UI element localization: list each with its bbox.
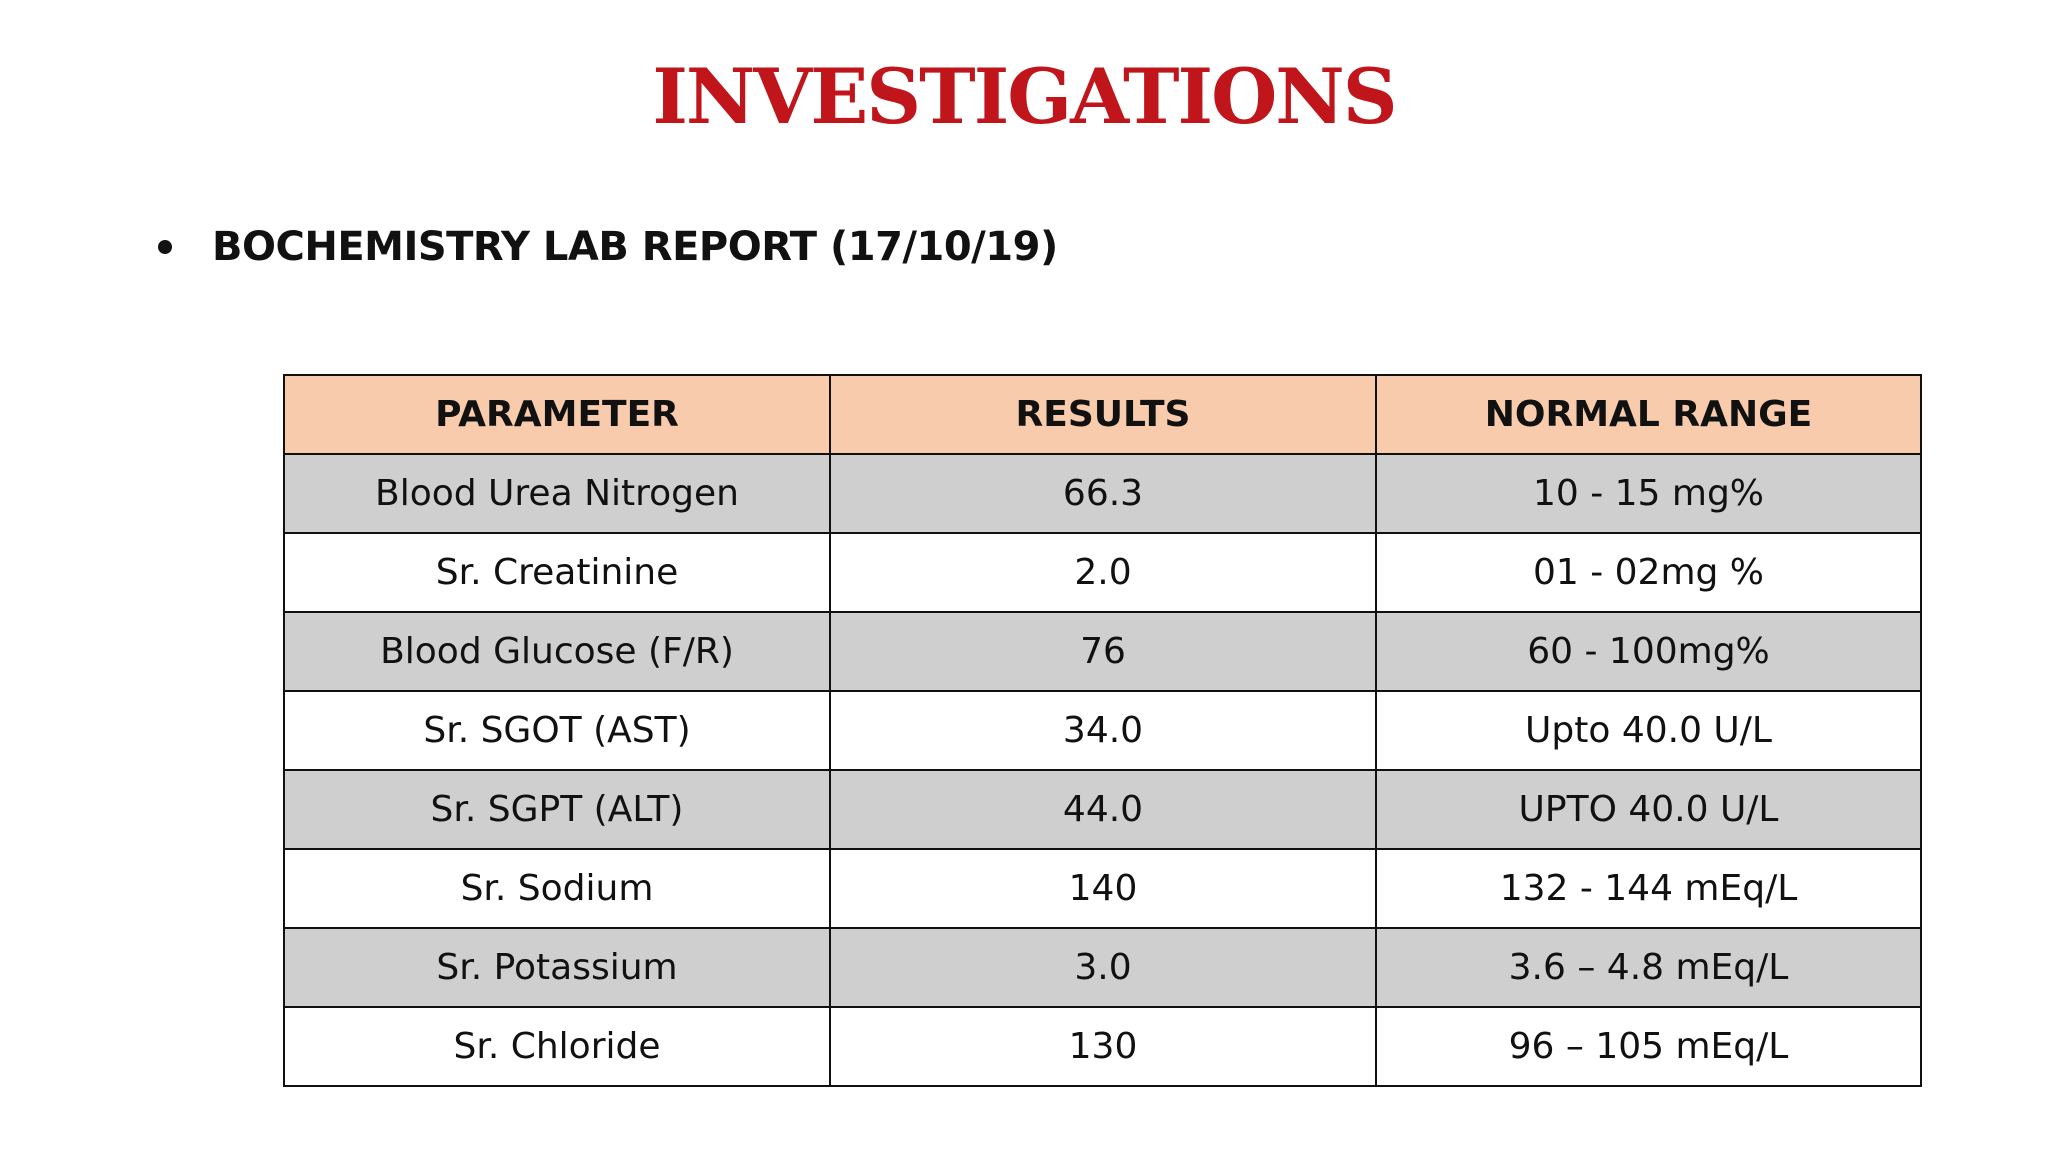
range-cell: 01 - 02mg % — [1376, 533, 1921, 612]
parameter-cell: Sr. Sodium — [284, 849, 830, 928]
parameter-cell: Blood Glucose (F/R) — [284, 612, 830, 691]
result-cell: 34.0 — [830, 691, 1376, 770]
range-cell: UPTO 40.0 U/L — [1376, 770, 1921, 849]
parameter-cell: Sr. SGPT (ALT) — [284, 770, 830, 849]
range-cell: 132 - 144 mEq/L — [1376, 849, 1921, 928]
table-row — [284, 1007, 1921, 1086]
parameter-cell: Sr. Creatinine — [284, 533, 830, 612]
result-cell: 3.0 — [830, 928, 1376, 1007]
table-row — [284, 770, 1921, 849]
result-cell: 66.3 — [830, 454, 1376, 533]
range-cell: 60 - 100mg% — [1376, 612, 1921, 691]
range-cell: 96 – 105 mEq/L — [1376, 1007, 1921, 1086]
result-cell: 140 — [830, 849, 1376, 928]
parameter-cell: Sr. SGOT (AST) — [284, 691, 830, 770]
table-row — [284, 612, 1921, 691]
parameter-cell: Sr. Chloride — [284, 1007, 830, 1086]
result-cell: 76 — [830, 612, 1376, 691]
result-cell: 44.0 — [830, 770, 1376, 849]
lab-report-table — [283, 374, 1922, 1087]
table-row — [284, 691, 1921, 770]
report-heading-bullet — [158, 224, 1058, 270]
report-heading: BOCHEMISTRY LAB REPORT (17/10/19) — [212, 224, 1058, 270]
header-normal-range: NORMAL RANGE — [1376, 375, 1921, 454]
header-results: RESULTS — [830, 375, 1376, 454]
parameter-cell: Blood Urea Nitrogen — [284, 454, 830, 533]
table-row — [284, 849, 1921, 928]
parameter-cell: Sr. Potassium — [284, 928, 830, 1007]
range-cell: Upto 40.0 U/L — [1376, 691, 1921, 770]
table-header-row — [284, 375, 1921, 454]
table-row — [284, 928, 1921, 1007]
table-row — [284, 454, 1921, 533]
range-cell: 3.6 – 4.8 mEq/L — [1376, 928, 1921, 1007]
header-parameter: PARAMETER — [284, 375, 830, 454]
range-cell: 10 - 15 mg% — [1376, 454, 1921, 533]
result-cell: 130 — [830, 1007, 1376, 1086]
table-row — [284, 533, 1921, 612]
slide-title: INVESTIGATIONS — [652, 52, 1396, 141]
result-cell: 2.0 — [830, 533, 1376, 612]
bullet-icon — [158, 240, 172, 254]
